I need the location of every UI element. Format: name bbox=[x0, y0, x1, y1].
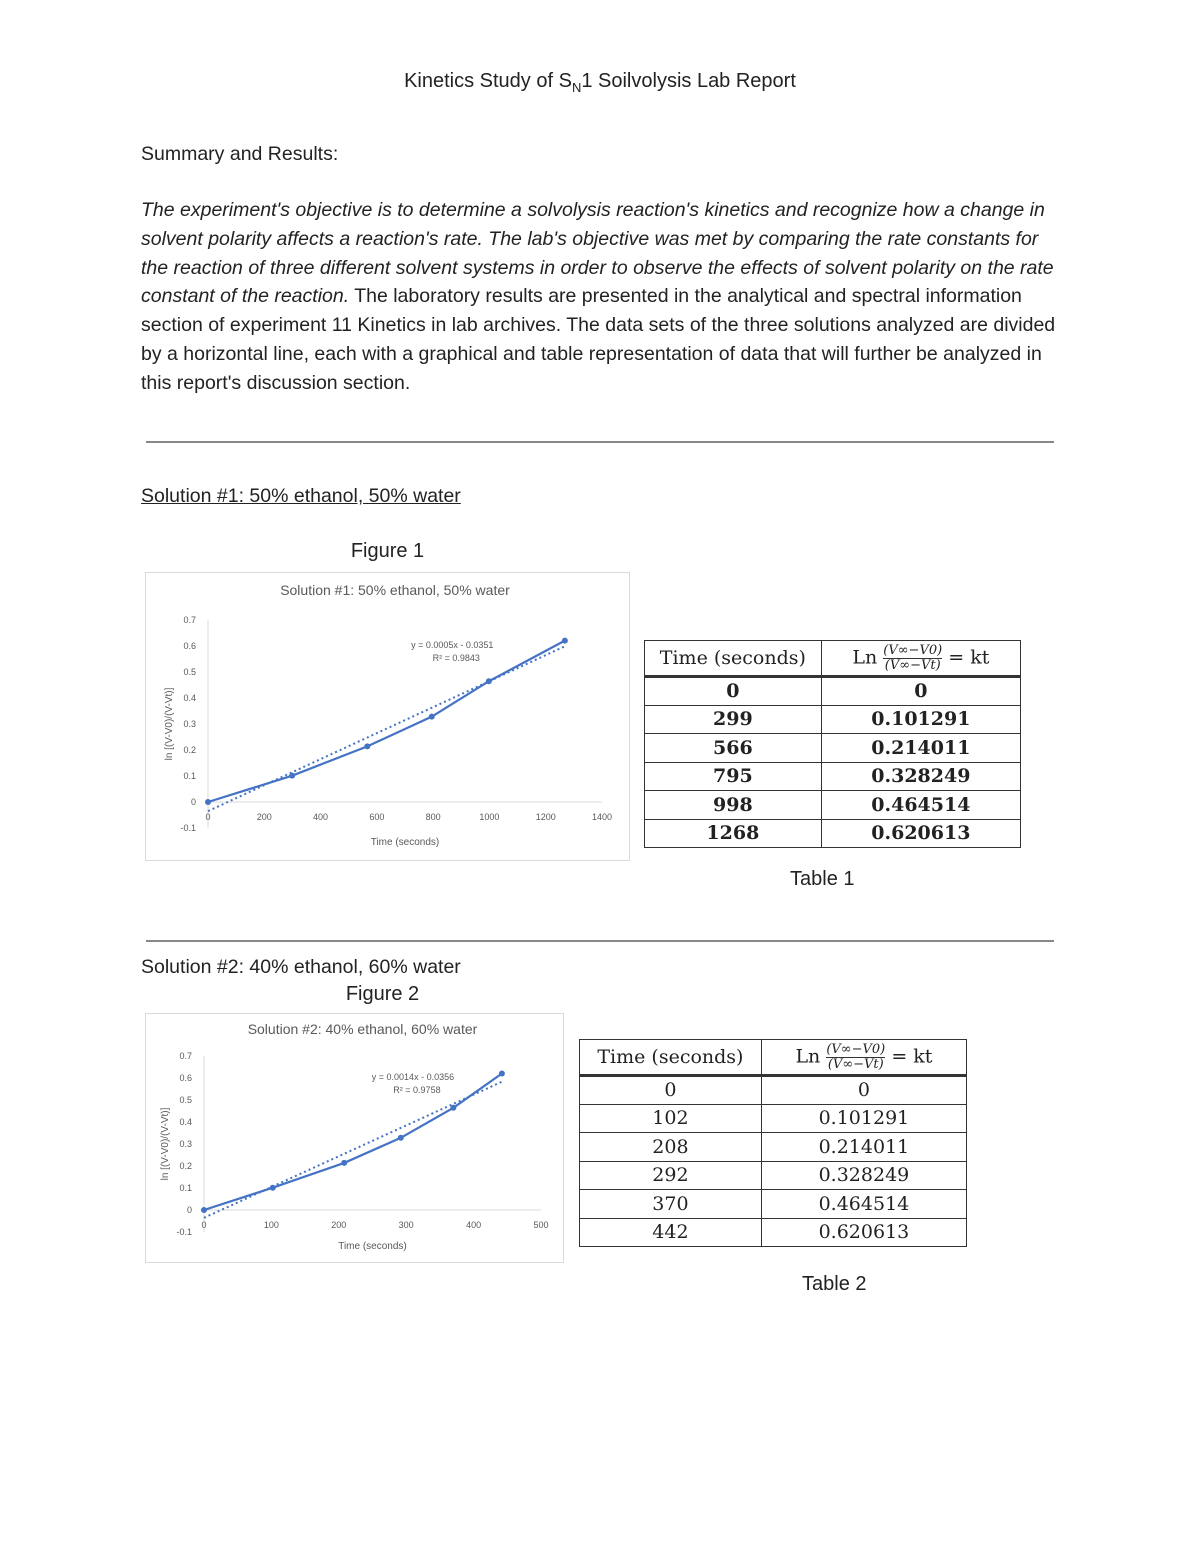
figure1-label: Figure 1 bbox=[350, 540, 425, 562]
table2-label: Table 2 bbox=[802, 1273, 867, 1295]
y-tick-label: -0.1 bbox=[176, 1227, 192, 1237]
x-tick-label: 1400 bbox=[591, 812, 613, 822]
x-tick-label: 0 bbox=[201, 1220, 207, 1230]
y-axis-label: ln [(V-V0)/(V-Vt)] bbox=[164, 687, 175, 761]
chart-title: Solution #2: 40% ethanol, 60% water bbox=[247, 1021, 478, 1037]
table1-label: Table 1 bbox=[790, 868, 855, 890]
data-point bbox=[205, 799, 211, 805]
solution2-heading: Solution #2: 40% ethanol, 60% water bbox=[141, 956, 461, 978]
table-row bbox=[645, 677, 1021, 706]
trendline-r-squared: R² = 0.9843 bbox=[432, 653, 480, 663]
ln-value-cell: 0.101291 bbox=[821, 705, 1020, 734]
x-tick-label: 1200 bbox=[535, 812, 556, 822]
time-cell: 1268 bbox=[645, 819, 822, 848]
data-point bbox=[486, 678, 492, 684]
header-time: Time (seconds) bbox=[580, 1040, 762, 1076]
y-tick-label: 0 bbox=[190, 797, 196, 807]
y-tick-label: 0.6 bbox=[183, 641, 196, 651]
y-axis-label: ln [(V-V0)/(V-Vt)] bbox=[160, 1107, 171, 1181]
table-row bbox=[645, 762, 1021, 791]
ln-label: Ln bbox=[852, 646, 878, 668]
chart-title: Solution #1: 50% ethanol, 50% water bbox=[280, 582, 510, 598]
data-point bbox=[499, 1070, 505, 1076]
table-row bbox=[645, 819, 1021, 848]
fraction-numerator: (V∞−V0) bbox=[826, 1041, 886, 1057]
data-point bbox=[364, 743, 370, 749]
data-point bbox=[341, 1160, 347, 1166]
ln-value-cell: 0.464514 bbox=[761, 1190, 966, 1219]
y-tick-label: 0.3 bbox=[179, 1139, 192, 1149]
time-cell: 292 bbox=[580, 1161, 762, 1190]
summary-paragraph bbox=[141, 196, 1056, 398]
table-row bbox=[580, 1218, 967, 1247]
x-tick-label: 300 bbox=[398, 1220, 414, 1230]
time-cell: 566 bbox=[645, 734, 822, 763]
summary-italic-text: The experiment's objective is to determine a solvolysis reaction's kinetics and recognize how a change in solvent polarity affects a reaction's rate. The lab's objective was met by comparing the rate constants for the reaction of three different solvent systems in order to observe the effects of solvent polarity on the rate constant of the reaction. bbox=[141, 199, 1054, 308]
chart1-svg bbox=[146, 573, 629, 860]
equals-kt: = kt bbox=[948, 646, 990, 668]
data-point bbox=[429, 714, 435, 720]
x-tick-label: 600 bbox=[369, 812, 385, 822]
header-time: Time (seconds) bbox=[645, 641, 822, 677]
time-cell: 0 bbox=[645, 677, 822, 706]
header-ln-ratio bbox=[761, 1040, 966, 1076]
x-tick-label: 800 bbox=[425, 812, 441, 822]
y-tick-label: 0.7 bbox=[179, 1051, 192, 1061]
time-cell: 208 bbox=[580, 1133, 762, 1162]
trendline bbox=[204, 1082, 502, 1218]
fraction-denominator: (V∞−Vt) bbox=[827, 1056, 884, 1072]
table-header-row bbox=[645, 641, 1021, 677]
ln-value-cell: 0 bbox=[761, 1076, 966, 1105]
data-point bbox=[270, 1185, 276, 1191]
time-cell: 795 bbox=[645, 762, 822, 791]
data-point bbox=[398, 1135, 404, 1141]
solution1-heading: Solution #1: 50% ethanol, 50% water bbox=[141, 485, 461, 507]
y-tick-label: 0.1 bbox=[179, 1183, 192, 1193]
ln-value-cell: 0.214011 bbox=[761, 1133, 966, 1162]
ln-value-cell: 0.328249 bbox=[761, 1161, 966, 1190]
figure2-chart bbox=[145, 1013, 564, 1263]
ratio-fraction bbox=[883, 644, 942, 673]
ln-value-cell: 0.464514 bbox=[821, 791, 1020, 820]
title-subscript: N bbox=[571, 80, 582, 95]
series-line bbox=[204, 1073, 502, 1210]
figure1-chart bbox=[145, 572, 630, 861]
table1 bbox=[644, 640, 1021, 848]
x-tick-label: 400 bbox=[466, 1220, 482, 1230]
summary-heading: Summary and Results: bbox=[141, 143, 339, 165]
y-tick-label: 0.1 bbox=[183, 771, 196, 781]
x-tick-label: 1000 bbox=[479, 812, 500, 822]
summary-normal-text: The laboratory results are presented in the analytical and spectral information section of experiment 11 Kinetics in lab archives. The data sets of the three solutions analyzed are divided by a horizontal line, each with a graphical and table representation of data that will further be analyzed in this report's discussion section. bbox=[141, 285, 1056, 394]
y-tick-label: 0.3 bbox=[183, 719, 196, 729]
equals-kt: = kt bbox=[891, 1045, 933, 1067]
table-row bbox=[580, 1133, 967, 1162]
x-tick-label: 200 bbox=[256, 812, 272, 822]
y-tick-label: 0.2 bbox=[179, 1161, 192, 1171]
time-cell: 370 bbox=[580, 1190, 762, 1219]
y-tick-label: 0.2 bbox=[183, 745, 196, 755]
chart2-svg bbox=[146, 1014, 563, 1262]
ln-value-cell: 0.620613 bbox=[821, 819, 1020, 848]
x-tick-label: 400 bbox=[313, 812, 329, 822]
divider bbox=[146, 441, 1054, 443]
time-cell: 0 bbox=[580, 1076, 762, 1105]
y-tick-label: 0.5 bbox=[183, 667, 196, 677]
y-tick-label: -0.1 bbox=[180, 823, 196, 833]
table2 bbox=[579, 1039, 967, 1247]
ratio-fraction bbox=[826, 1043, 885, 1072]
fraction-numerator: (V∞−V0) bbox=[883, 642, 943, 658]
ln-value-cell: 0 bbox=[821, 677, 1020, 706]
ln-value-cell: 0.620613 bbox=[761, 1218, 966, 1247]
table-row bbox=[580, 1161, 967, 1190]
ln-value-cell: 0.214011 bbox=[821, 734, 1020, 763]
document-title bbox=[0, 70, 1200, 95]
table-header-row bbox=[580, 1040, 967, 1076]
y-tick-label: 0 bbox=[186, 1205, 192, 1215]
table-row bbox=[580, 1104, 967, 1133]
time-cell: 442 bbox=[580, 1218, 762, 1247]
table-row bbox=[645, 734, 1021, 763]
data-point bbox=[201, 1207, 207, 1213]
title-text-end: 1 Soilvolysis Lab Report bbox=[581, 70, 796, 92]
x-axis-label: Time (seconds) bbox=[338, 1241, 407, 1252]
y-tick-label: 0.5 bbox=[179, 1095, 192, 1105]
header-ln-ratio bbox=[821, 641, 1020, 677]
data-point bbox=[289, 773, 295, 779]
table-row bbox=[580, 1076, 967, 1105]
series-line bbox=[208, 641, 565, 802]
x-tick-label: 200 bbox=[331, 1220, 347, 1230]
figure2-label: Figure 2 bbox=[345, 983, 420, 1005]
divider bbox=[146, 940, 1054, 942]
table-row bbox=[645, 705, 1021, 734]
fraction-denominator: (V∞−Vt) bbox=[884, 657, 941, 673]
trendline-equation: y = 0.0005x - 0.0351 bbox=[411, 640, 494, 650]
time-cell: 998 bbox=[645, 791, 822, 820]
ln-value-cell: 0.101291 bbox=[761, 1104, 966, 1133]
y-tick-label: 0.4 bbox=[183, 693, 196, 703]
x-tick-label: 0 bbox=[205, 812, 211, 822]
trendline bbox=[208, 646, 565, 811]
y-tick-label: 0.6 bbox=[179, 1073, 192, 1083]
ln-value-cell: 0.328249 bbox=[821, 762, 1020, 791]
y-tick-label: 0.7 bbox=[183, 615, 196, 625]
data-point bbox=[562, 638, 568, 644]
y-tick-label: 0.4 bbox=[179, 1117, 192, 1127]
x-tick-label: 500 bbox=[533, 1220, 549, 1230]
table-row bbox=[645, 791, 1021, 820]
trendline-equation: y = 0.0014x - 0.0356 bbox=[371, 1072, 455, 1082]
table-row bbox=[580, 1190, 967, 1219]
x-tick-label: 100 bbox=[263, 1220, 279, 1230]
time-cell: 299 bbox=[645, 705, 822, 734]
x-axis-label: Time (seconds) bbox=[370, 837, 440, 848]
time-cell: 102 bbox=[580, 1104, 762, 1133]
data-point bbox=[450, 1105, 456, 1111]
trendline-r-squared: R² = 0.9758 bbox=[393, 1085, 441, 1095]
ln-label: Ln bbox=[795, 1045, 821, 1067]
title-text: Kinetics Study of S bbox=[404, 70, 572, 92]
